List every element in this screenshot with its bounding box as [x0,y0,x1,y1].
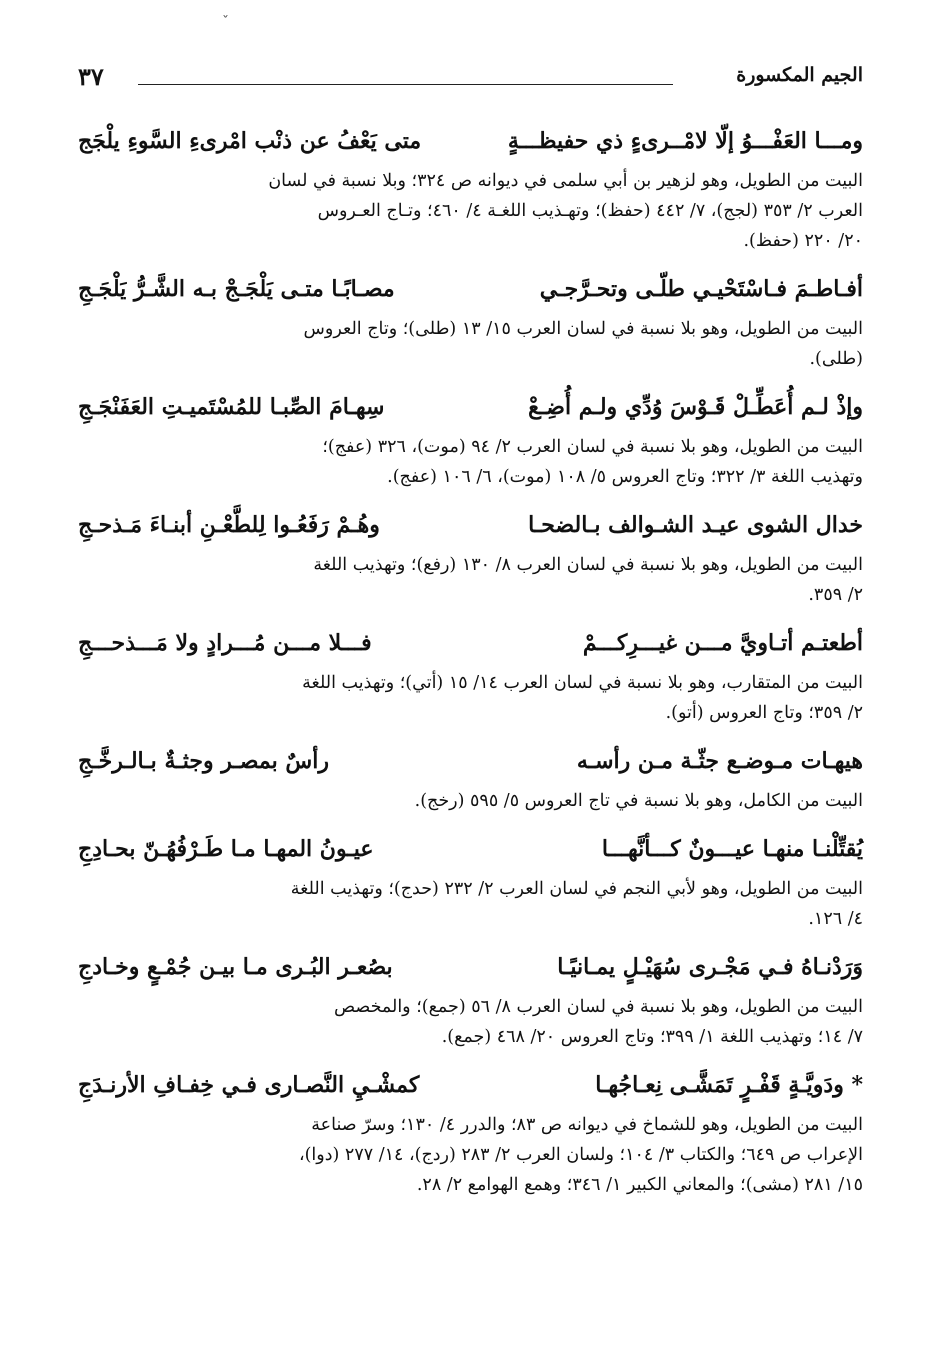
verse-first-hemistich: خدال الشوى عيـد الشـوالف بـالضحـا [528,512,863,538]
note-line: البيت من الكامل، وهو بلا نسبة في تاج العروس ٥/ ٥٩٥ (رخج). [414,791,863,811]
note-line: ٢/ ٣٥٩. [808,585,863,605]
verse-note [78,1110,863,1200]
verse-entry [78,736,863,816]
note-line: البيت من الطويل، وهو لزهير بن أبي سلمى في ديوانه ص ٣٢٤؛ وبلا نسبة في لسان [268,171,863,191]
verse-entry [78,264,863,374]
page-header [78,64,863,98]
note-line: وتهذيب اللغة ٣/ ٣٢٢؛ وتاج العروس ٥/ ١٠٨ (موت)، ٦/ ١٠٦ (عفج). [387,467,863,487]
verse-line [78,116,863,166]
verse-line [78,736,863,786]
verse-entry [78,1060,863,1200]
verse-first-hemistich: وإذْ لـم أُعَطِّـلْ قَـوْسَ وُدِّي ولـم أُضِـعْ [528,394,863,420]
note-line: ٢/ ٣٥٩؛ وتاج العروس (أتو). [665,703,863,723]
header-rule [138,84,673,85]
verse-line [78,824,863,874]
verse-entry [78,116,863,256]
note-line: البيت من الطويل، وهو لأبي النجم في لسان العرب ٢/ ٢٣٢ (حدج)؛ وتهذيب اللغة [290,879,863,899]
note-line: ٧/ ١٤؛ وتهذيب اللغة ١/ ٣٩٩؛ وتاج العروس ٢٠/ ٤٦٨ (جمع). [441,1027,863,1047]
note-line: البيت من الطويل، وهو بلا نسبة في لسان العرب ٨/ ١٣٠ (رفع)؛ وتهذيب اللغة [313,555,863,575]
verse-first-hemistich: يُقتِّلْنـا منهـا عيـــونٌ كـــأنَّهـــا [601,836,863,862]
page-number: ٣٧ [78,62,104,91]
verse-entry [78,824,863,934]
verse-note [78,432,863,492]
note-line: ٤/ ١٢٦. [808,909,863,929]
scan-mark: ˇ [222,14,229,30]
verse-note [78,992,863,1052]
verse-note [78,550,863,610]
note-line: العرب ٢/ ٣٥٣ (لجج)، ٧/ ٤٤٢ (حفظ)؛ وتهـذيب اللغـة ٤/ ٤٦٠؛ وتـاج العـروس [317,201,863,221]
verse-first-hemistich: أفـاطـمَ فـاسْتَحْيـي طلّـى وتحـرَّجـي [539,276,863,302]
verse-note [78,668,863,728]
verse-second-hemistich: فـــلا مـــن مُـــرادٍ ولا مَـــذحـــجِ [78,630,372,656]
verse-note [78,874,863,934]
note-line: ١٥/ ٢٨١ (مشى)؛ والمعاني الكبير ١/ ٣٤٦؛ وهمع الهوامع ٢/ ٢٨. [416,1175,863,1195]
verse-first-hemistich: أطعتـم أتـاويَّ مـــن غيـــرِكـــمْ [582,630,863,656]
verse-first-hemistich: ومـــا العَفْـــوُ إلّا لامْــرىءٍ ذي حفيظـــةٍ [507,128,863,154]
verse-first-hemistich: * ودَويَّـةٍ قَفْـرٍ تَمَشَّـى نِعـاجُهـا [595,1072,863,1098]
note-line: ٢٠/ ٢٢٠ (حفظ). [743,231,863,251]
running-title: الجيم المكسورة [736,64,863,86]
verse-line [78,382,863,432]
verse-entry [78,942,863,1052]
note-line: البيت من الطويل، وهو للشماخ في ديوانه ص ٨٣؛ والدرر ٤/ ١٣٠؛ وسرّ صناعة [311,1115,863,1135]
verse-line [78,618,863,668]
verse-line [78,264,863,314]
verse-second-hemistich: مصـابًـا متـى يَلْجَـجْ بـه الشَّـرُّ يَلْجَـجِ [78,276,395,302]
note-line: البيت من الطويل، وهو بلا نسبة في لسان العرب ٨/ ٥٦ (جمع)؛ والمخصص [333,997,863,1017]
note-line: الإعراب ص ٦٤٩؛ والكتاب ٣/ ١٠٤؛ ولسان العرب ٢/ ٢٨٣ (ردج)، ١٤/ ٢٧٧ (دوا)، [298,1145,863,1165]
verse-first-hemistich: هيهـات مـوضـع جثّـة مـن رأسـه [576,748,863,774]
verse-second-hemistich: بصُعـر البُـرى مـا بيـن جُمْـعٍ وخـادجِ [78,954,393,980]
note-line: البيت من المتقارب، وهو بلا نسبة في لسان العرب ١٤/ ١٥ (أتي)؛ وتهذيب اللغة [302,673,863,693]
verse-note [78,786,863,816]
verse-entries [78,116,863,1208]
verse-note [78,314,863,374]
verse-entry [78,382,863,492]
verse-line [78,500,863,550]
verse-second-hemistich: متى يَعْفُ عن ذنْب امْرىءِ السَّوءِ يلْجَج [78,128,422,154]
verse-second-hemistich: عيـونُ المهـا مـا طَـرْفُهُـنّ بحـادِجِ [78,836,374,862]
verse-first-hemistich: وَرَدْنـاهُ فـي مَجْـرى سُهَيْـلٍ يمـانيًـا [557,954,863,980]
note-line: البيت من الطويل، وهو بلا نسبة في لسان العرب ١٥/ ١٣ (طلى)؛ وتاج العروس [303,319,863,339]
verse-line [78,1060,863,1110]
verse-line [78,942,863,992]
verse-second-hemistich: سِهـامَ الصِّبـا للمُسْتَميـتِ العَفَنْجَـجِ [78,394,385,420]
note-line: البيت من الطويل، وهو بلا نسبة في لسان العرب ٢/ ٩٤ (موت)، ٣٢٦ (عفج)؛ [322,437,863,457]
verse-entry [78,500,863,610]
verse-second-hemistich: وهُـمْ رَفَعُـوا لِلطَّعْـنِ أبنـاءَ مَـذحـجِ [78,512,380,538]
note-line: (طلى). [809,349,863,369]
verse-second-hemistich: رأسٌ بمصـر وجثـةٌ بـالـرخَّـجِ [78,748,329,774]
verse-entry [78,618,863,728]
verse-second-hemistich: كمشْـيِ النَّصـارى فـي خِفـافِ الأرنـدَجِ [78,1072,420,1098]
verse-note [78,166,863,256]
